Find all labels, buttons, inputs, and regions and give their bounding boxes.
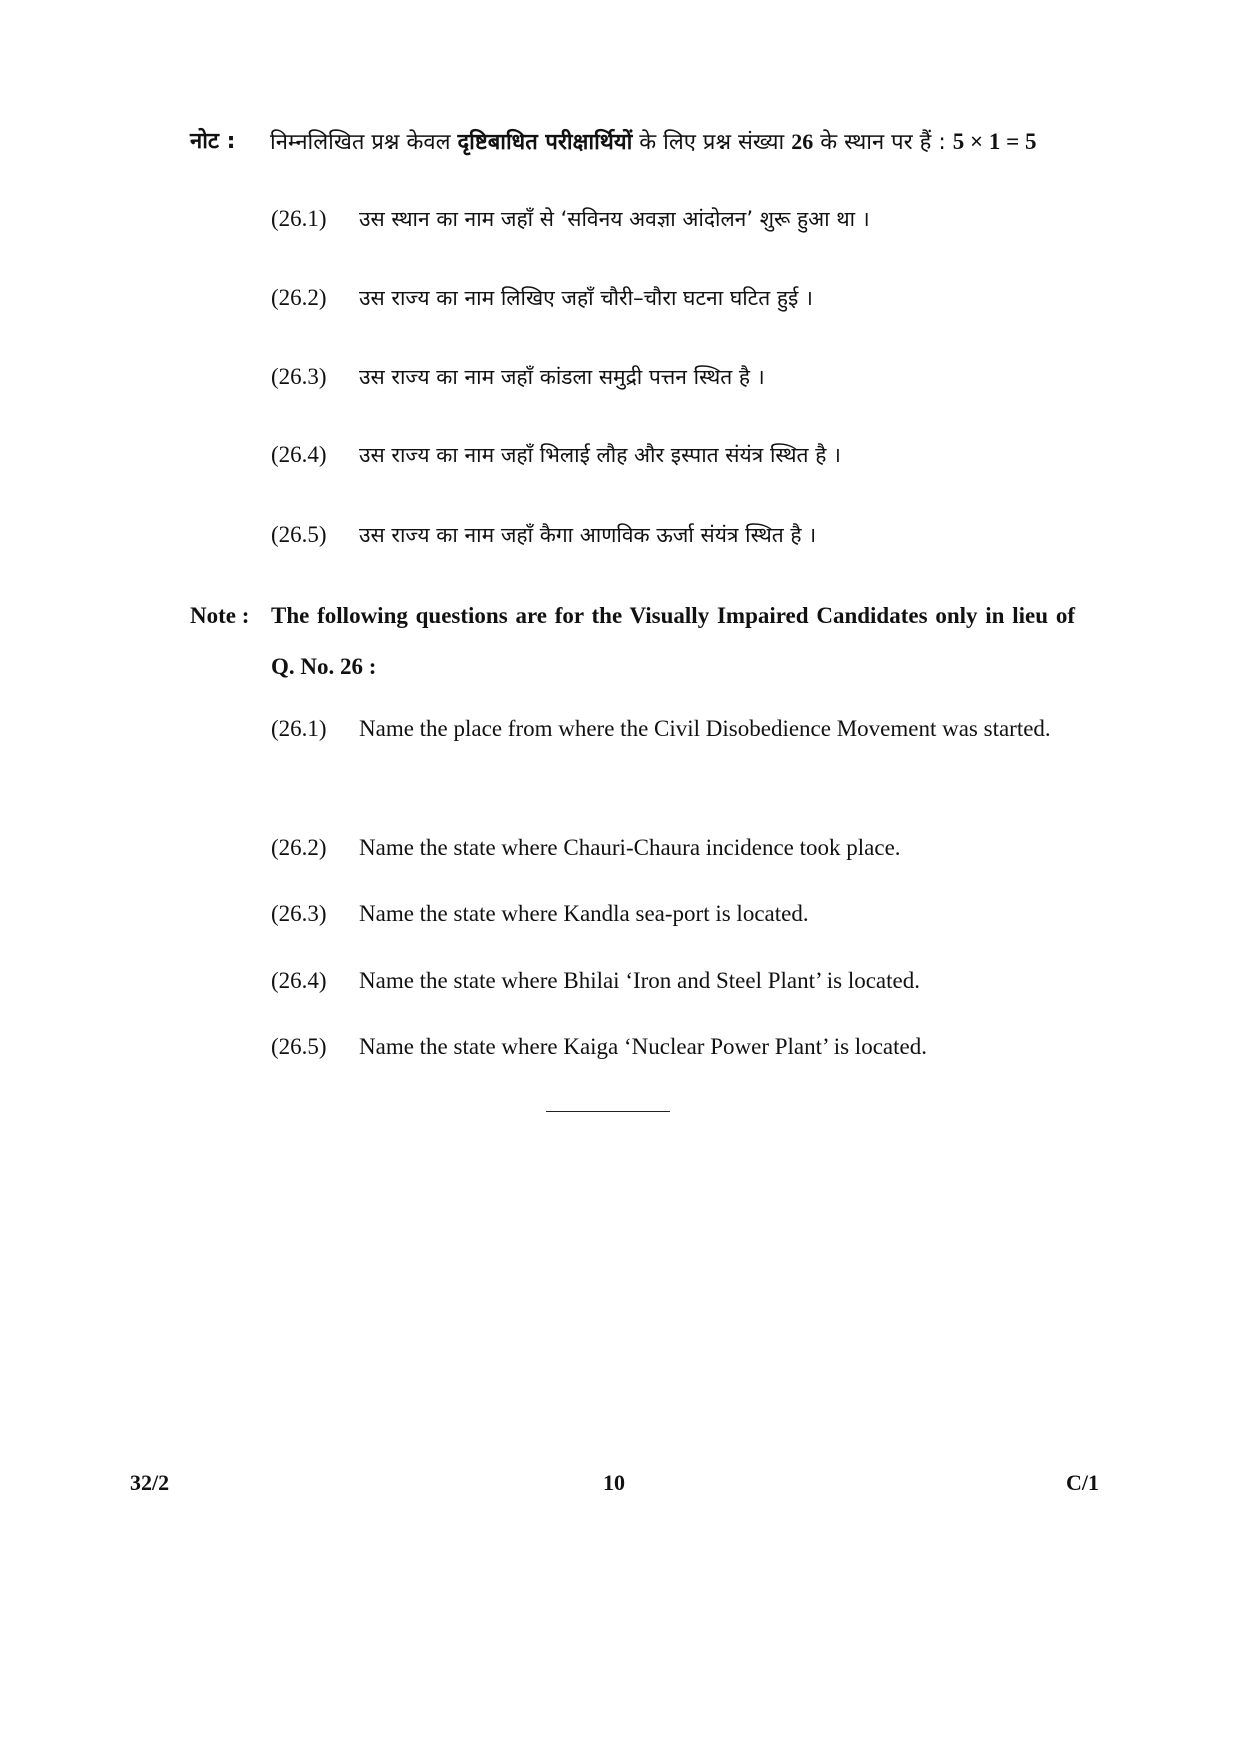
question-number: (26.4)	[271, 442, 327, 467]
question-number: (26.4)	[271, 968, 327, 993]
hindi-note-bold-phrase: दृष्टिबाधित परीक्षार्थियों	[457, 130, 633, 155]
footer-paper-code: 32/2	[130, 1470, 170, 1495]
question-text: Name the state where Bhilai ‘Iron and Steel Plant’ is located.	[359, 968, 920, 993]
hindi-note-text	[270, 122, 1036, 163]
question-text: Name the place from where the Civil Disobedience Movement was started.	[359, 716, 1051, 741]
question-text: Name the state where Kandla sea-port is located.	[359, 901, 809, 926]
question-text: Name the state where Kaiga ‘Nuclear Power Plant’ is located.	[359, 1034, 927, 1059]
hindi-note-text-middle: के लिए प्रश्न संख्या	[632, 130, 792, 155]
english-note-label: Note :	[190, 603, 250, 628]
question-number: (26.3)	[271, 364, 327, 389]
hindi-note-text-start: निम्नलिखित प्रश्न केवल	[270, 130, 458, 155]
end-of-section-rule	[546, 1111, 670, 1112]
question-text: उस राज्य का नाम लिखिए जहाँ चौरी–चौरा घटना घटित हुई ।	[359, 286, 813, 310]
question-number: (26.1)	[271, 206, 327, 231]
question-text: उस राज्य का नाम जहाँ कांडला समुद्री पत्तन स्थित है ।	[359, 365, 765, 389]
hindi-note-text-end: के स्थान पर हैं :	[813, 130, 953, 155]
question-number: (26.2)	[271, 835, 327, 860]
hindi-note-question-number: 26	[791, 129, 814, 154]
question-number: (26.2)	[271, 285, 327, 310]
question-number: (26.1)	[271, 716, 327, 741]
question-text: उस स्थान का नाम जहाँ से ‘सविनय अवज्ञा आंदोलन’ शुरू हुआ था ।	[359, 207, 870, 231]
question-text: Name the state where Chauri-Chaura incidence took place.	[359, 835, 901, 860]
question-text: उस राज्य का नाम जहाँ कैगा आणविक ऊर्जा संयंत्र स्थित है ।	[359, 523, 817, 547]
question-number: (26.3)	[271, 901, 327, 926]
english-note-text: The following questions are for the Visually Impaired Candidates only in lieu of Q. No. 26 :	[271, 603, 1075, 679]
hindi-note-marks: 5 × 1 = 5	[952, 129, 1037, 154]
question-number: (26.5)	[271, 1034, 327, 1059]
hindi-note-label: नोट :	[190, 129, 236, 154]
footer-set-code: C/1	[1066, 1470, 1099, 1495]
footer-page-number: 10	[603, 1470, 625, 1495]
question-text: उस राज्य का नाम जहाँ भिलाई लौह और इस्पात संयंत्र स्थित है ।	[359, 443, 841, 467]
question-number: (26.5)	[271, 522, 327, 547]
